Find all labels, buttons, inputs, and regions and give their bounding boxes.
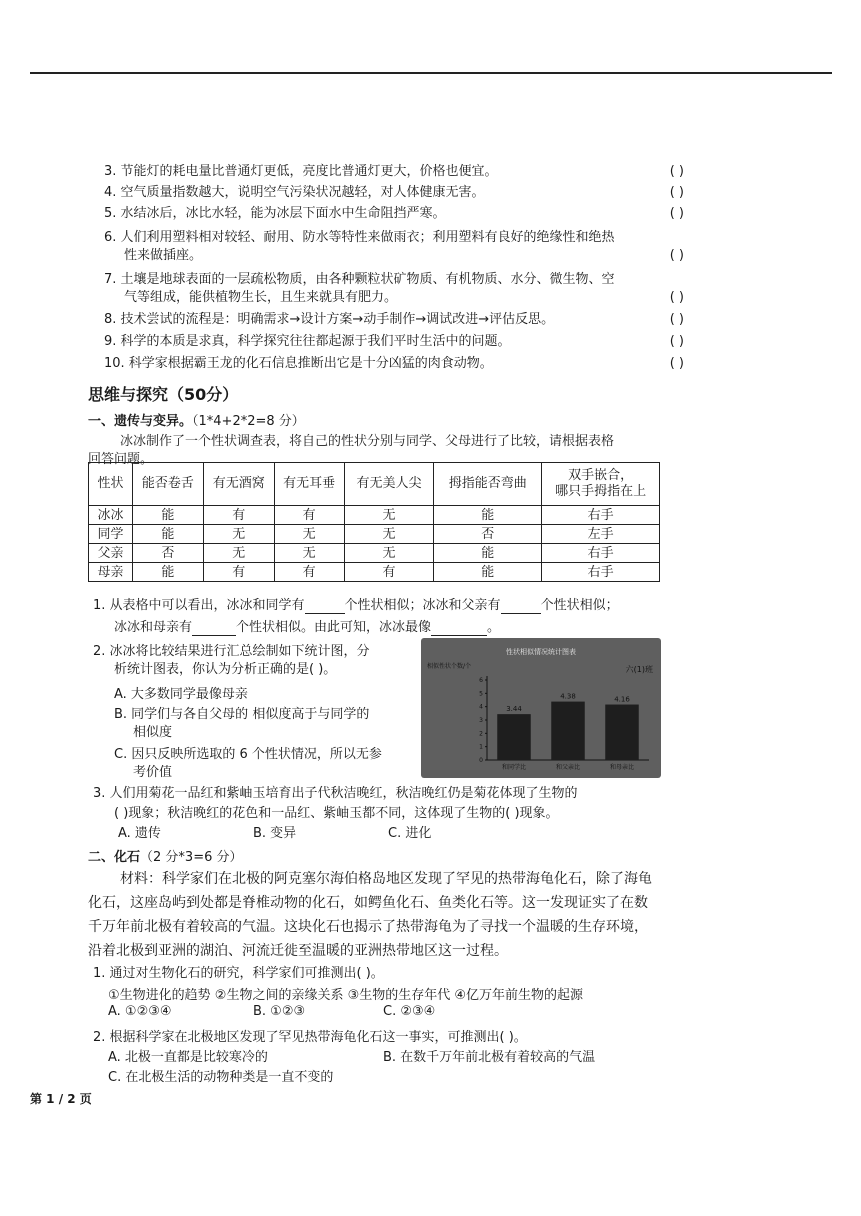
- chart-y-tick-label: 3: [479, 717, 483, 724]
- material-line: 千万年前北极有着较高的气温。这块化石也揭示了热带海龟为了寻找一个温暖的生存环境，: [88, 919, 648, 935]
- part1-intro-line2: 回答问题。: [88, 452, 154, 467]
- table-cell: 无: [344, 506, 434, 525]
- table-header-row: [89, 463, 660, 506]
- chart-bar: [605, 705, 638, 760]
- part2-title: 二、化石: [88, 850, 141, 865]
- chart-y-tick-label: 5: [479, 690, 483, 698]
- table-cell: 右手: [542, 563, 660, 582]
- option-c[interactable]: C. 在北极生活的动物种类是一直不变的: [108, 1070, 334, 1085]
- tf-item-9: [104, 332, 684, 351]
- table-cell: 有: [203, 563, 274, 582]
- top-rule: [30, 72, 832, 74]
- table-header: 有无耳垂: [274, 463, 344, 506]
- option-b[interactable]: B. 在数千万年前北极有着较高的气温: [383, 1050, 596, 1065]
- part1-intro-line1: 冰冰制作了一个性状调查表，将自己的性状分别与同学、父母进行了比较，请根据表格: [120, 434, 615, 449]
- tf-item-text: 5. 水结冰后，冰比水轻，能为冰层下面水中生命阻挡严寒。: [104, 206, 446, 221]
- table-cell: 无: [344, 544, 434, 563]
- chart-value-label: 4.38: [560, 692, 576, 701]
- chart-category-label: 和同学比: [501, 764, 527, 771]
- tf-item-text-cont: 气等组成，能供植物生长，且生来就具有肥力。: [124, 290, 398, 305]
- option-b[interactable]: B. 变异: [253, 826, 297, 841]
- answer-paren[interactable]: ( ): [669, 248, 684, 263]
- part2-score: （2 分*3=6 分）: [140, 850, 243, 865]
- chart-y-tick-label: 1: [479, 743, 483, 751]
- chart-value-label: 3.44: [506, 705, 522, 714]
- table-header: [542, 463, 660, 506]
- option-b-cont: 相似度: [133, 725, 173, 740]
- option-c[interactable]: C. 进化: [388, 826, 432, 841]
- answer-paren[interactable]: ( ): [669, 312, 684, 327]
- answer-blank[interactable]: [305, 598, 345, 614]
- answer-blank[interactable]: [192, 620, 236, 636]
- table-cell: 有: [203, 506, 274, 525]
- table-header: 有无美人尖: [344, 463, 434, 506]
- tf-item-6: [104, 228, 694, 247]
- chart-category-label: 和父亲比: [555, 764, 581, 771]
- table-cell: 能: [132, 563, 203, 582]
- table-cell: 否: [434, 525, 542, 544]
- option-a[interactable]: A. ①②③④: [108, 1004, 172, 1019]
- tf-item-10: [104, 354, 684, 373]
- option-c[interactable]: C. 因只反映所选取的 6 个性状情况，所以无参: [114, 747, 382, 762]
- table-header: 性状: [89, 463, 133, 506]
- table-cell: 右手: [542, 506, 660, 525]
- answer-paren[interactable]: ( ): [669, 164, 684, 179]
- chart-bar: [497, 714, 530, 760]
- q-text: 1. 从表格中可以看出，冰冰和同学有: [93, 598, 305, 613]
- table-cell: 有: [344, 563, 434, 582]
- tf-item-text: 7. 土壤是地球表面的一层疏松物质，由各种颗粒状矿物质、有机物质、水分、微生物、空: [104, 272, 615, 287]
- answer-blank[interactable]: [501, 598, 541, 614]
- chart-value-label: 4.16: [614, 695, 630, 704]
- table-cell: 左手: [542, 525, 660, 544]
- option-c[interactable]: C. ②③④: [383, 1004, 436, 1019]
- chart-y-tick-label: 0: [479, 757, 483, 764]
- p1-question-2: 2. 冰冰将比较结果进行汇总绘制如下统计图，分: [93, 644, 370, 659]
- p1-question-1: [93, 594, 619, 614]
- table-cell: 有: [274, 506, 344, 525]
- chart-y-tick-label: 4: [479, 703, 483, 711]
- tf-item-text: 4. 空气质量指数越大，说明空气污染状况越轻，对人体健康无害。: [104, 185, 485, 200]
- tf-item-text: 8. 技术尝试的流程是：明确需求→设计方案→动手制作→调试改进→评估反思。: [104, 312, 555, 327]
- p1-question-2-cont: 析统计图表，你认为分析正确的是( )。: [114, 662, 337, 677]
- p2-question-1-items: ①生物进化的趋势 ②生物之间的亲缘关系 ③生物的生存年代 ④亿万年前生物的起源: [108, 988, 584, 1003]
- answer-paren[interactable]: ( ): [669, 290, 684, 305]
- option-a[interactable]: A. 大多数同学最像母亲: [114, 687, 248, 702]
- option-b[interactable]: B. ①②③: [253, 1004, 306, 1019]
- table-cell: 有: [274, 563, 344, 582]
- table-cell: 冰冰: [89, 506, 133, 525]
- header-line: 双手嵌合，: [568, 468, 634, 483]
- tf-item-7: [104, 270, 694, 289]
- option-c-cont: 考价值: [133, 765, 173, 780]
- table-cell: 能: [434, 506, 542, 525]
- table-cell: 无: [344, 525, 434, 544]
- tf-item-7-cont: [104, 288, 684, 307]
- material-line: 化石，这座岛屿到处都是脊椎动物的化石，如鳄鱼化石、鱼类化石等。这一发现证实了在数: [88, 895, 648, 911]
- table-cell: 能: [132, 506, 203, 525]
- answer-blank[interactable]: [431, 620, 487, 636]
- p2-question-2: 2. 根据科学家在北极地区发现了罕见热带海龟化石这一事实，可推测出( )。: [93, 1030, 527, 1045]
- table-row: [89, 544, 660, 563]
- answer-paren[interactable]: ( ): [669, 185, 684, 200]
- q-text: 个性状相似。由此可知，冰冰最像: [236, 620, 432, 635]
- tf-item-8: [104, 310, 684, 329]
- table-cell: 无: [274, 525, 344, 544]
- answer-paren[interactable]: ( ): [669, 334, 684, 349]
- option-a[interactable]: A. 北极一直都是比较寒冷的: [108, 1050, 268, 1065]
- table-cell: 无: [203, 525, 274, 544]
- chart-y-tick-label: 6: [479, 677, 483, 684]
- trait-table: [88, 462, 660, 582]
- chart-title: 性状相似情况统计图表: [506, 648, 576, 656]
- table-cell: 能: [434, 563, 542, 582]
- material-line: 沿着北极到亚洲的湖泊、河流迁徙至温暖的亚洲热带地区这一过程。: [88, 943, 508, 959]
- stats-chart-photo: [421, 638, 661, 778]
- table-cell: 能: [434, 544, 542, 563]
- q-text: 冰冰和母亲有: [114, 620, 193, 635]
- part1-heading: [88, 410, 305, 429]
- table-header: 有无酒窝: [203, 463, 274, 506]
- tf-item-text: 9. 科学的本质是求真，科学探究往往都起源于我们平时生活中的问题。: [104, 334, 511, 349]
- chart-y-tick-label: 2: [479, 730, 483, 738]
- tf-item-text: 10. 科学家根据霸王龙的化石信息推断出它是十分凶猛的肉食动物。: [104, 356, 493, 371]
- table-cell: 能: [132, 525, 203, 544]
- tf-item-5: [104, 204, 684, 223]
- part1-score: （1*4+2*2=8 分）: [192, 414, 305, 429]
- option-a[interactable]: A. 遗传: [118, 826, 161, 841]
- table-row: [89, 506, 660, 525]
- bar-chart: [421, 638, 661, 778]
- answer-paren[interactable]: ( ): [669, 356, 684, 371]
- option-b[interactable]: B. 同学们与各自父母的 相似度高于与同学的: [114, 707, 370, 722]
- table-header: 能否卷舌: [132, 463, 203, 506]
- tf-item-4: [104, 183, 684, 202]
- chart-corner-label: 六(1)班: [625, 665, 653, 674]
- p2-question-1: 1. 通过对生物化石的研究，科学家们可推测出( )。: [93, 966, 384, 981]
- p1-question-3: 3. 人们用菊花一品红和紫岫玉培育出子代秋洁晚红，秋洁晚红仍是菊花体现了生物的: [93, 786, 578, 801]
- tf-item-text: 6. 人们利用塑料相对较轻、耐用、防水等特性来做雨衣；利用塑料有良好的绝缘性和绝热: [104, 230, 615, 245]
- part1-title: 一、遗传与变异。: [88, 414, 193, 429]
- section-title: 思维与探究（50分）: [88, 385, 239, 404]
- header-line: 哪只手拇指在上: [555, 484, 647, 499]
- table-cell: 无: [274, 544, 344, 563]
- tf-item-3: [104, 162, 684, 181]
- table-header: 拇指能否弯曲: [434, 463, 542, 506]
- tf-item-text-cont: 性来做插座。: [124, 248, 203, 263]
- answer-paren[interactable]: ( ): [669, 206, 684, 221]
- p1-question-1-cont: [114, 616, 500, 636]
- chart-ylabel: 相似性状个数/个: [427, 663, 472, 670]
- table-cell: 右手: [542, 544, 660, 563]
- table-cell: 母亲: [89, 563, 133, 582]
- part2-heading: [88, 846, 243, 865]
- table-cell: 同学: [89, 525, 133, 544]
- tf-item-text: 3. 节能灯的耗电量比普通灯更低，亮度比普通灯更大，价格也便宜。: [104, 164, 498, 179]
- q-text: 个性状相似；冰冰和父亲有: [344, 598, 501, 613]
- table-row: [89, 525, 660, 544]
- q-text: 。: [487, 620, 501, 635]
- page-number: 第 1 / 2 页: [30, 1092, 92, 1106]
- tf-item-6-cont: [104, 246, 684, 265]
- table-row: [89, 563, 660, 582]
- chart-category-label: 和母亲比: [609, 764, 635, 771]
- p1-question-3-cont: ( )现象；秋洁晚红的花色和一品红、紫岫玉都不同，这体现了生物的( )现象。: [114, 806, 559, 821]
- table-cell: 否: [132, 544, 203, 563]
- table-cell: 无: [203, 544, 274, 563]
- q-text: 个性状相似；: [540, 598, 619, 613]
- chart-bar: [551, 702, 584, 760]
- table-cell: 父亲: [89, 544, 133, 563]
- material-line: 材料：科学家们在北极的阿克塞尔海伯格岛地区发现了罕见的热带海龟化石，除了海龟: [120, 871, 652, 887]
